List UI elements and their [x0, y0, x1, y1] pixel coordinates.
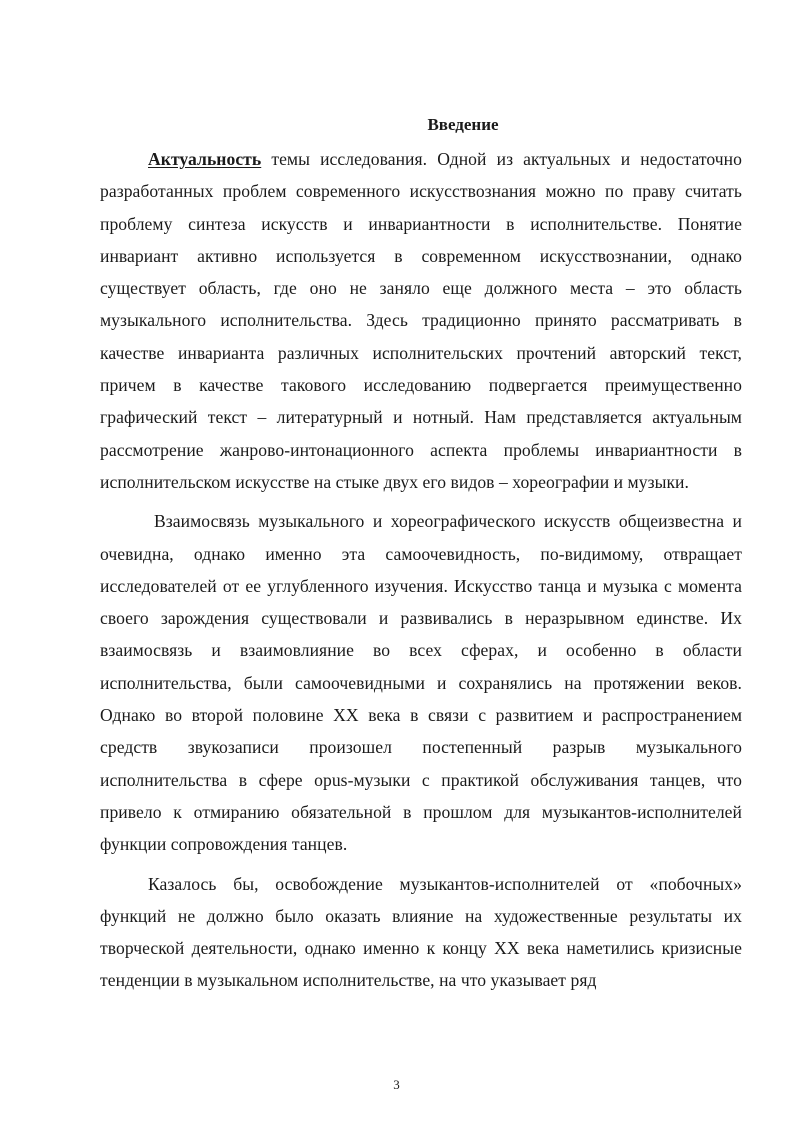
page-number: 3 — [393, 1077, 400, 1092]
text-block — [100, 113, 742, 997]
paragraph-relevance-text: темы исследования. Одной из актуальных и недостаточно разработанных проблем современного искусствознания можно по праву считать проблему синтеза искусств и инвариантности в исполнительстве. Понятие инвариант активно используется в современном искусствознании, однако существует область, где оно не заняло еще должного места – это область музыкального исполнительства. Здесь традиционно принято рассматривать в качестве инварианта различных исполнительских прочтений авторский текст, причем в качестве такового исследованию подвергается преимущественно графический текст – литературный и нотный. Нам представляется актуальным рассмотрение жанрово-интонационного аспекта проблемы инвариантности в исполнительском искусстве на стыке двух его видов – хореографии и музыки. — [100, 149, 742, 492]
relevance-keyword: Актуальность — [148, 149, 262, 169]
paragraph-relevance — [100, 143, 742, 498]
paragraph-crisis: Казалось бы, освобождение музыкантов-исполнителей от «побочных» функций не должно было оказать влияние на художественные результаты их творческой деятельности, однако именно к концу XX века наметились кризисные тенденции в музыкальном исполнительстве, на что указывает ряд — [100, 873, 742, 991]
section-title: Введение — [427, 115, 499, 134]
paragraph-interrelation: Взаимосвязь музыкального и хореографического искусств общеизвестна и очевидна, однако именно эта самоочевидность, по-видимому, отвращает исследователей от ее углубленного изучения. Искусство танца и музыка с момента своего зарождения существовали и развивались в неразрывном единстве. Их взаимосвязь и взаимовлияние во всех сферах, и особенно в области исполнительства, были самоочевидными и сохранялись на протяжении веков. Однако во второй половине XX века в связи с развитием и распространением средств звукозаписи произошел постепенный разрыв музыкального исполнительства в сфере opus-музыки с практикой обслуживания танцев, что привело к отмиранию обязательной в прошлом для музыкантов-исполнителей функции сопровождения танцев. — [100, 511, 742, 855]
